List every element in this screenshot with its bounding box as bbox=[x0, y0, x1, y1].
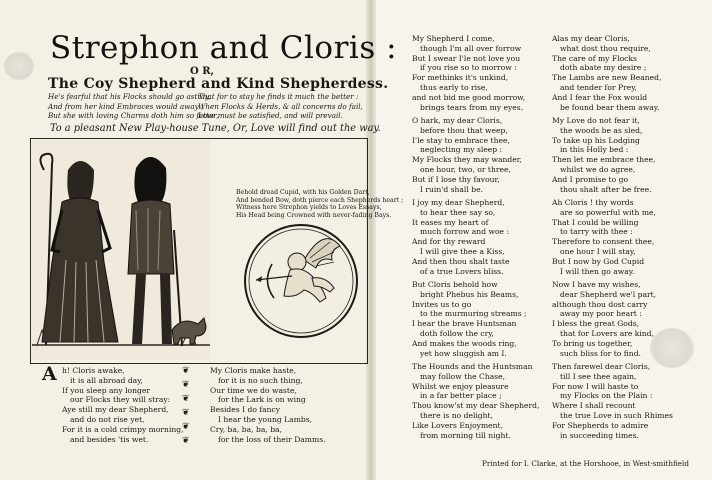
stanza-line: and tender for Prey, bbox=[560, 82, 637, 92]
stanza bbox=[552, 198, 656, 276]
stanza bbox=[552, 34, 661, 112]
argument-verse-right bbox=[198, 92, 363, 121]
ballad-subtitle: The Coy Shepherd and Kind Shepherdess. bbox=[48, 76, 389, 92]
stanza bbox=[552, 362, 673, 440]
stanza-line: It eases my heart of bbox=[412, 217, 489, 227]
stanza-line: thus early to rise, bbox=[420, 82, 488, 92]
cupid-caption bbox=[236, 189, 403, 219]
stanza-line: to tarry with thee : bbox=[560, 227, 633, 237]
stanza-line: neglecting my sleep : bbox=[420, 145, 503, 155]
stanza-line: Alas my dear Cloris, bbox=[552, 34, 630, 43]
stanza bbox=[412, 34, 525, 112]
stanza-left-1 bbox=[62, 366, 184, 444]
stanza-line: much forrow and woe : bbox=[420, 227, 510, 237]
stanza-line: away my poor heart : bbox=[560, 309, 642, 319]
stanza-line: Besides I do fancy bbox=[210, 405, 281, 415]
stanza-line: in this Holly bed : bbox=[560, 145, 629, 155]
stanza-line: I'le stay to embrace thee, bbox=[412, 135, 510, 145]
stanza-line: I bless the great Gods, bbox=[552, 319, 640, 329]
caption-line: His Head being Crowned with never-fading Bays. bbox=[236, 211, 392, 219]
stanza-line: and besides 'tis wet. bbox=[70, 434, 149, 444]
stanza-line: Then let me embrace thee, bbox=[552, 155, 656, 165]
stanza-line: such bliss for to find. bbox=[560, 348, 641, 358]
stanza-line: For it is a cold crimpy morning, bbox=[62, 424, 184, 434]
stanza-line: be found bear them away. bbox=[560, 102, 660, 112]
stanza-line: for it is no such thing, bbox=[218, 375, 303, 385]
stanza-line: although thou dost carry bbox=[552, 299, 648, 309]
stanza-line: If you sleep any longer bbox=[62, 385, 150, 395]
stanza-line: Therefore to consent thee, bbox=[552, 237, 655, 247]
stanza-line: h! Cloris awake, bbox=[62, 366, 125, 375]
stanza-left-2 bbox=[210, 366, 326, 444]
caption-line: Witness here Strephon yields to Loves Essays, bbox=[236, 204, 382, 212]
stanza-line: I will then go away. bbox=[560, 266, 635, 276]
stanza-line: in a far better place ; bbox=[420, 391, 502, 401]
stanza-line: if you rise so to morrow : bbox=[420, 63, 517, 73]
caption-line: Behold dread Cupid, with his Golden Dart, bbox=[236, 189, 370, 196]
stanza-line: The Lambs are new Beaned, bbox=[552, 73, 662, 83]
stanza-line: To take up his Lodging bbox=[552, 135, 640, 145]
stanza-line: before thou that weep, bbox=[420, 125, 508, 135]
printer-colophon: Printed for I. Clarke, at the Horshooe, in West-smithfield bbox=[482, 459, 689, 468]
stanza-line: our Flocks they will stray: bbox=[70, 395, 171, 405]
title-or: O R, bbox=[190, 66, 214, 77]
verse-line: When Flocks & Herds, & all concerns do fail, bbox=[198, 101, 363, 111]
stanza-line: For now I will haste to bbox=[552, 381, 639, 391]
stanza-line: in succeeding times. bbox=[560, 430, 639, 440]
stanza-line: That I could be willing bbox=[552, 217, 639, 227]
stanza-line: for the Lark is on wing bbox=[218, 395, 306, 405]
drop-cap: A bbox=[42, 363, 57, 385]
stanza-line: Thou know'st my dear Shepherd, bbox=[412, 401, 540, 411]
stanza-line: But Cloris behold how bbox=[412, 280, 498, 289]
verse-line: That for to stay he finds it much the better : bbox=[198, 92, 359, 101]
stanza-line: bright Phebus his Beams, bbox=[420, 289, 519, 299]
stanza-line: doth follow the cry, bbox=[420, 328, 494, 338]
stanza-line: it is all abroad day, bbox=[70, 375, 143, 385]
stanza-line: whilst we do agree, bbox=[560, 164, 636, 174]
stanza-line: For Shepherds to admire bbox=[552, 420, 649, 430]
stanza-line: doth abate my desire ; bbox=[560, 63, 647, 73]
stanza bbox=[552, 280, 656, 358]
tune-line: To a pleasant New Play-house Tune, Or, Love will find out the way. bbox=[50, 123, 381, 134]
stanza-line: But if I lose thy favour, bbox=[412, 174, 500, 184]
stanza-line: and do not rise yet, bbox=[70, 414, 145, 424]
stanza-line: Aye still my dear Shepherd, bbox=[62, 405, 169, 415]
stanza-line: Invites us to go bbox=[412, 299, 472, 309]
stanza-line: But I swear I'le not love you bbox=[412, 53, 521, 63]
verse-line: He's fearful that his Flocks should go astray, bbox=[48, 92, 211, 101]
library-stamp bbox=[4, 52, 34, 80]
stanza-line: are so powerful with me, bbox=[560, 207, 656, 217]
stanza-line: And for thy reward bbox=[412, 237, 486, 247]
stanza-line: to hear thee say so, bbox=[420, 207, 496, 217]
stanza-line: till I see thee again, bbox=[560, 371, 637, 381]
stanza-line: my Flocks on the Plain : bbox=[560, 391, 653, 401]
stanza-line: though I'm all over forrow bbox=[420, 43, 522, 53]
stanza-line: I hear the young Lambs, bbox=[218, 414, 313, 424]
stanza-line: there is no delight, bbox=[420, 410, 494, 420]
ballad-title: Strephon and Cloris : bbox=[50, 30, 398, 66]
stanza bbox=[412, 198, 509, 276]
caption-line: And bended Bow, doth pierce each Shepherds heart ; bbox=[236, 196, 404, 204]
stanza-line: I joy my dear Shepherd, bbox=[412, 198, 505, 207]
stanza-line: My Cloris make haste, bbox=[210, 366, 297, 375]
stanza-line: one hour, two, or three, bbox=[420, 164, 511, 174]
stanza-line: Like Lovers Enjoyment, bbox=[412, 420, 504, 430]
stanza-line: to the murmuring streams ; bbox=[420, 309, 527, 319]
verse-line: And from her kind Embraces would away ; bbox=[48, 101, 204, 111]
stanza-line: what dost thou require, bbox=[560, 43, 651, 53]
stanza-line: Whilst we enjoy pleasure bbox=[412, 381, 509, 391]
stanza-line: My Shepherd I come, bbox=[412, 34, 495, 43]
stanza-line: brings tears from my eyes. bbox=[420, 102, 524, 112]
fleuron-ornaments: ❦ ❦ ❦ ❦ ❦ ❦ bbox=[182, 366, 190, 446]
stanza-line: Ah Cloris ! thy words bbox=[552, 198, 634, 207]
stanza-line: the woods be as sled, bbox=[560, 125, 643, 135]
stanza-line: dear Shepherd we'l part, bbox=[560, 289, 657, 299]
stanza-line: thou shalt after be free. bbox=[560, 184, 652, 194]
stanza-line: I hear the brave Huntsman bbox=[412, 319, 517, 329]
stanza-line: one hour I will stay, bbox=[560, 246, 636, 256]
verse-line: But she with loving Charms doth him so fetter, bbox=[48, 111, 219, 121]
stanza-line: But I now by God Cupid bbox=[552, 256, 645, 266]
stanza-line: may follow the Chase, bbox=[420, 371, 506, 381]
stanza-line: My Love do not fear it, bbox=[552, 116, 640, 125]
stanza bbox=[552, 116, 655, 194]
stanza-line: And makes the woods ring, bbox=[412, 338, 517, 348]
stanza-line: Cry, ba, ba, ba, ba, bbox=[210, 424, 282, 434]
argument-verse-left bbox=[48, 92, 218, 121]
stanza-line: for the loss of their Damms. bbox=[218, 434, 326, 444]
stanza-line: And then thou shalt taste bbox=[412, 256, 510, 266]
stanza-line: of a true Lovers bliss. bbox=[420, 266, 504, 276]
stanza-line: and not bid me good morrow, bbox=[412, 92, 526, 102]
stanza-line: Now I have my wishes, bbox=[552, 280, 641, 289]
stanza-line: To bring us together, bbox=[552, 338, 633, 348]
stanza-line: The Hounds and the Huntsman bbox=[412, 362, 533, 371]
stanza-line: Where I shall recount bbox=[552, 401, 636, 411]
stanza-line: the true Love in such Rhimes bbox=[560, 410, 673, 420]
stanza-line: Our time we do waste, bbox=[210, 385, 297, 395]
stanza-line: O hark, my dear Cloris, bbox=[412, 116, 503, 125]
stanza-line: from morning till night. bbox=[420, 430, 511, 440]
stanza-line: I will give thee a Kiss, bbox=[420, 246, 505, 256]
stanza-line: And I fear the Fox would bbox=[552, 92, 648, 102]
stanza-line: My Flocks they may wander, bbox=[412, 155, 522, 165]
cupid-woodcut bbox=[242, 222, 360, 340]
stanza bbox=[412, 116, 522, 194]
stanza bbox=[412, 362, 539, 440]
stanza-line: The care of my Flocks bbox=[552, 53, 637, 63]
stanza-line: And I promise to go bbox=[552, 174, 629, 184]
stanza-line: that for Lovers are kind, bbox=[560, 328, 654, 338]
stanza bbox=[412, 280, 527, 358]
verse-line: Love must be satisfied, and will prevail. bbox=[198, 111, 343, 121]
stanza-line: Then farewel dear Cloris, bbox=[552, 362, 651, 371]
shepherd-couple-woodcut bbox=[32, 140, 210, 360]
stanza-line: I ruin'd shall be. bbox=[420, 184, 483, 194]
stanza-line: yet how sluggish am I. bbox=[420, 348, 507, 358]
stanza-line: For methinks it's unkind, bbox=[412, 73, 509, 83]
